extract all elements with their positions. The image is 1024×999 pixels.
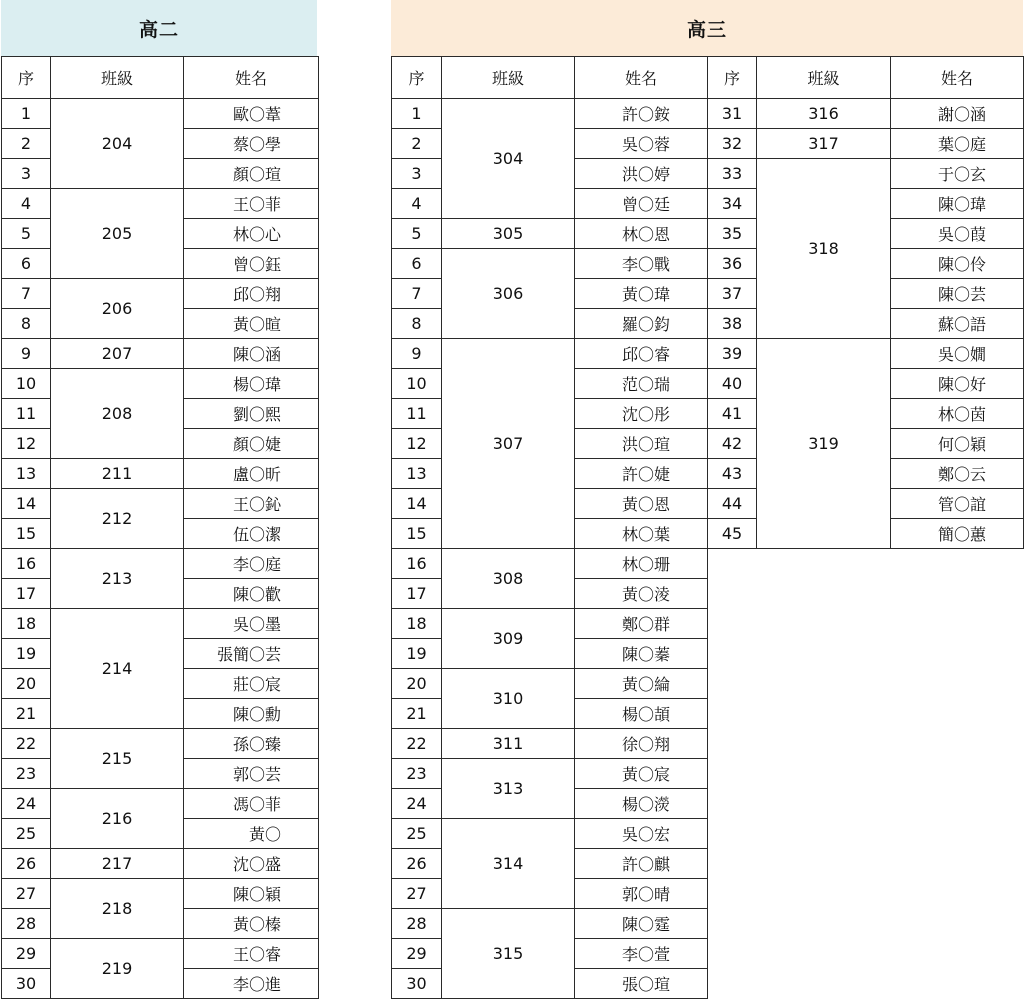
seq-cell: 2 [2,129,51,159]
class-cell: 306 [442,249,575,339]
seq-cell: 29 [2,939,51,969]
seq-cell: 3 [392,159,442,189]
seq-cell: 2 [392,129,442,159]
class-cell: 307 [442,339,575,549]
name-cell: 許〇銨 [575,99,708,129]
seq-cell: 15 [2,519,51,549]
seq-cell: 7 [2,279,51,309]
name-cell: 管〇誼 [891,489,1024,519]
class-cell: 318 [757,159,891,339]
seq-cell: 1 [392,99,442,129]
name-cell: 葉〇庭 [891,129,1024,159]
table-row [2,369,319,399]
name-cell: 簡〇蕙 [891,519,1024,549]
header-seq: 序 [392,57,442,99]
seq-cell: 30 [2,969,51,999]
table-row [2,189,319,219]
seq-cell: 22 [392,729,442,759]
name-cell: 林〇珊 [575,549,708,579]
seq-cell: 26 [2,849,51,879]
name-cell: 王〇睿 [184,939,319,969]
name-cell: 林〇心 [184,219,319,249]
table-header-row [2,57,319,99]
class-cell: 316 [757,99,891,129]
seq-cell: 10 [392,369,442,399]
name-cell: 陳〇霆 [575,909,708,939]
seq-cell: 27 [392,879,442,909]
name-cell: 顏〇婕 [184,429,319,459]
class-cell: 217 [51,849,184,879]
table-row [392,99,1024,129]
seq-cell: 22 [2,729,51,759]
name-cell: 許〇婕 [575,459,708,489]
seq-cell: 3 [2,159,51,189]
name-cell: 孫〇臻 [184,729,319,759]
seq-cell: 33 [708,159,757,189]
name-cell: 伍〇潔 [184,519,319,549]
name-cell: 曾〇鈺 [184,249,319,279]
seq-cell: 35 [708,219,757,249]
name-cell: 黃〇淩 [575,579,708,609]
name-cell: 李〇庭 [184,549,319,579]
grade-3-title: 高三 [391,0,1023,56]
seq-cell: 1 [2,99,51,129]
name-cell: 黃〇綸 [575,669,708,699]
seq-cell: 20 [392,669,442,699]
name-cell: 黃〇宸 [575,759,708,789]
seq-cell: 28 [2,909,51,939]
name-cell: 沈〇彤 [575,399,708,429]
class-cell: 208 [51,369,184,459]
seq-cell: 5 [392,219,442,249]
name-cell: 李〇進 [184,969,319,999]
name-cell: 陳〇好 [891,369,1024,399]
name-cell: 李〇萱 [575,939,708,969]
table-row [392,549,1024,579]
seq-cell: 4 [392,189,442,219]
seq-cell: 27 [2,879,51,909]
seq-cell: 5 [2,219,51,249]
seq-cell: 21 [2,699,51,729]
name-cell: 陳〇瑋 [891,189,1024,219]
name-cell: 邱〇睿 [575,339,708,369]
seq-cell: 6 [392,249,442,279]
name-cell: 陳〇蓁 [575,639,708,669]
class-cell: 206 [51,279,184,339]
name-cell: 陳〇歡 [184,579,319,609]
name-cell: 吳〇宏 [575,819,708,849]
seq-cell: 17 [392,579,442,609]
class-cell: 213 [51,549,184,609]
name-cell: 于〇玄 [891,159,1024,189]
table-row [2,279,319,309]
name-cell: 洪〇瑄 [575,429,708,459]
name-cell: 郭〇芸 [184,759,319,789]
header-class: 班級 [442,57,575,99]
class-cell: 304 [442,99,575,219]
class-cell: 317 [757,129,891,159]
class-cell: 212 [51,489,184,549]
table-row [2,729,319,759]
name-cell: 李〇戰 [575,249,708,279]
header-class: 班級 [757,57,891,99]
seq-cell: 13 [2,459,51,489]
class-cell: 215 [51,729,184,789]
seq-cell: 31 [708,99,757,129]
name-cell: 顏〇瑄 [184,159,319,189]
class-cell: 308 [442,549,575,609]
table-row [392,249,1024,279]
name-cell: 謝〇涵 [891,99,1024,129]
seq-cell: 15 [392,519,442,549]
seq-cell: 39 [708,339,757,369]
header-class: 班級 [51,57,184,99]
table-row [2,939,319,969]
seq-cell: 16 [2,549,51,579]
header-seq: 序 [708,57,757,99]
table-header-row [392,57,1024,99]
class-cell: 205 [51,189,184,279]
table-row [2,549,319,579]
name-cell: 吳〇蓉 [575,129,708,159]
seq-cell: 25 [2,819,51,849]
seq-cell: 29 [392,939,442,969]
seq-cell: 18 [2,609,51,639]
class-cell: 309 [442,609,575,669]
seq-cell: 20 [2,669,51,699]
class-cell: 313 [442,759,575,819]
seq-cell: 44 [708,489,757,519]
name-cell: 劉〇熙 [184,399,319,429]
name-cell: 陳〇勳 [184,699,319,729]
seq-cell: 6 [2,249,51,279]
class-cell: 218 [51,879,184,939]
seq-cell: 40 [708,369,757,399]
name-cell: 沈〇盛 [184,849,319,879]
name-cell: 黃〇榛 [184,909,319,939]
header-seq: 序 [2,57,51,99]
name-cell: 曾〇廷 [575,189,708,219]
seq-cell: 16 [392,549,442,579]
class-cell: 315 [442,909,575,999]
table-row [2,459,319,489]
name-cell: 吳〇嫺 [891,339,1024,369]
table-row [2,99,319,129]
seq-cell: 10 [2,369,51,399]
seq-cell: 26 [392,849,442,879]
name-cell: 蔡〇學 [184,129,319,159]
header-name: 姓名 [184,57,319,99]
class-cell: 311 [442,729,575,759]
seq-cell: 7 [392,279,442,309]
table-row [2,789,319,819]
grade-3-table [391,56,1024,999]
name-cell: 楊〇頡 [575,699,708,729]
seq-cell: 24 [392,789,442,819]
name-cell: 羅〇鈞 [575,309,708,339]
class-cell: 310 [442,669,575,729]
seq-cell: 19 [2,639,51,669]
name-cell: 林〇茵 [891,399,1024,429]
name-cell: 馮〇菲 [184,789,319,819]
name-cell: 黃〇 [184,819,319,849]
seq-cell: 4 [2,189,51,219]
class-cell: 204 [51,99,184,189]
name-cell: 鄭〇群 [575,609,708,639]
name-cell: 吳〇墨 [184,609,319,639]
name-cell: 黃〇瑋 [575,279,708,309]
name-cell: 郭〇晴 [575,879,708,909]
class-cell: 319 [757,339,891,549]
name-cell: 吳〇葭 [891,219,1024,249]
name-cell: 徐〇翔 [575,729,708,759]
seq-cell: 41 [708,399,757,429]
name-cell: 張簡〇芸 [184,639,319,669]
class-cell: 219 [51,939,184,999]
seq-cell: 23 [392,759,442,789]
name-cell: 林〇恩 [575,219,708,249]
name-cell: 楊〇瑋 [184,369,319,399]
seq-cell: 36 [708,249,757,279]
seq-cell: 9 [2,339,51,369]
seq-cell: 17 [2,579,51,609]
seq-cell: 11 [2,399,51,429]
name-cell: 陳〇穎 [184,879,319,909]
seq-cell: 30 [392,969,442,999]
seq-cell: 8 [392,309,442,339]
name-cell: 王〇菲 [184,189,319,219]
name-cell: 鄭〇云 [891,459,1024,489]
table-row [2,489,319,519]
seq-cell: 32 [708,129,757,159]
table-row [2,879,319,909]
name-cell: 陳〇伶 [891,249,1024,279]
seq-cell: 12 [2,429,51,459]
seq-cell: 12 [392,429,442,459]
header-name: 姓名 [575,57,708,99]
name-cell: 楊〇濙 [575,789,708,819]
class-cell: 216 [51,789,184,849]
seq-cell: 14 [392,489,442,519]
name-cell: 盧〇昕 [184,459,319,489]
empty-area [708,549,1024,999]
table-row [2,849,319,879]
table-row [392,219,1024,249]
seq-cell: 19 [392,639,442,669]
seq-cell: 42 [708,429,757,459]
table-row [2,609,319,639]
name-cell: 歐〇葦 [184,99,319,129]
seq-cell: 38 [708,309,757,339]
seq-cell: 24 [2,789,51,819]
name-cell: 陳〇芸 [891,279,1024,309]
seq-cell: 28 [392,909,442,939]
name-cell: 黃〇恩 [575,489,708,519]
name-cell: 許〇麒 [575,849,708,879]
seq-cell: 25 [392,819,442,849]
name-cell: 何〇穎 [891,429,1024,459]
seq-cell: 11 [392,399,442,429]
table-row [2,339,319,369]
class-cell: 207 [51,339,184,369]
seq-cell: 8 [2,309,51,339]
class-cell: 214 [51,609,184,729]
seq-cell: 18 [392,609,442,639]
name-cell: 張〇瑄 [575,969,708,999]
name-cell: 王〇鈊 [184,489,319,519]
name-cell: 范〇瑞 [575,369,708,399]
seq-cell: 34 [708,189,757,219]
name-cell: 林〇葉 [575,519,708,549]
grade-2-table [1,56,319,999]
name-cell: 陳〇涵 [184,339,319,369]
seq-cell: 13 [392,459,442,489]
seq-cell: 43 [708,459,757,489]
class-cell: 314 [442,819,575,909]
header-name: 姓名 [891,57,1024,99]
grade-2-title: 高二 [1,0,317,56]
seq-cell: 37 [708,279,757,309]
seq-cell: 23 [2,759,51,789]
name-cell: 黃〇暄 [184,309,319,339]
name-cell: 邱〇翔 [184,279,319,309]
class-cell: 305 [442,219,575,249]
seq-cell: 14 [2,489,51,519]
seq-cell: 45 [708,519,757,549]
seq-cell: 21 [392,699,442,729]
name-cell: 蘇〇語 [891,309,1024,339]
class-cell: 211 [51,459,184,489]
seq-cell: 9 [392,339,442,369]
table-row [392,339,1024,369]
name-cell: 洪〇婷 [575,159,708,189]
name-cell: 莊〇宸 [184,669,319,699]
